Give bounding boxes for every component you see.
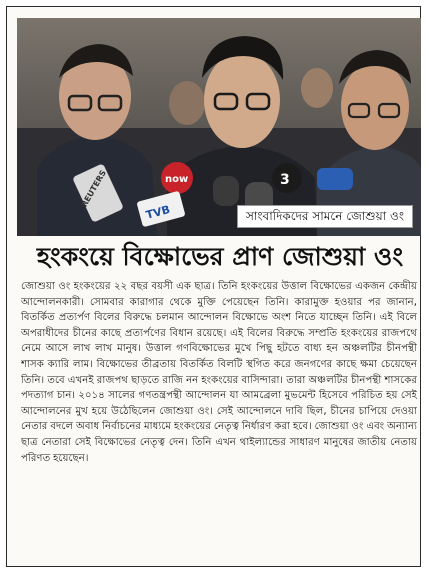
press-photo-illustration — [17, 18, 421, 236]
article-paragraph: জোশুয়া ওং হংকংয়ের ২২ বছর বয়সী এক ছাত্র। তিনি হংকংয়ের উত্তাল বিক্ষোভের একজন কেন্দ্রীয় আন্দোলনকারী। সোমবার কারাগার থেকে মুক্তি পেয়েছেন তিনি। কারামুক্ত হওয়ার পর জানান, বিতর্কিত প্রত্যর্পণ বিলের বিরুদ্ধে চলমান আন্দোলন বিক্ষোভে অংশ নিতে যাচ্ছেন তিনি। এই বিলে অপরাধীদের চীনের কাছে প্রত্যর্পণের বিধান রয়েছে। এই বিলের বিরুদ্ধে সম্প্রতি হংকংয়ের রাজপথে নেমে আসে লাখ লাখ মানুষ। উত্তাল গণবিক্ষোভের মুখে পিছু হটতে বাধ্য হন অঞ্চলটির চীনপন্থী শাসক ক্যারি লাম। বিক্ষোভের তীব্রতায় বিতর্কিত বিলটি স্থগিত করে জনগণের কাছে ক্ষমা চেয়েছেন তিনি। তবে এখনই রাজপথ ছাড়তে রাজি নন হংকংয়ের বাসিন্দারা। তারা অঞ্চলটির চীনপন্থী শাসকের পদত্যাগ চান। ২০১৪ সালের গণতন্ত্রপন্থী আন্দোলন যা আমব্রেলা মুভমেন্ট হিসেবে পরিচিত হয় সেই আন্দোলনের মুখ হয়ে উঠেছিলেন জোশুয়া ওং। সেই আন্দোলনে দাবি ছিল, চীনের চাপিয়ে দেওয়া নেতার বদলে অবাধ নির্বাচনের মাধ্যমে হংকংয়ের নেতৃত্ব নির্ধারণ করা হবে। জোশুয়া ওং এবং অন্যান্য ছাত্র নেতারা সেই বিক্ষোভের নেতৃত্ব দেন। তিনি এখন থাইল্যান্ডের সাধারণ মানুষের জাতীয় নেতায় পরিণত হয়েছেন। — [21, 281, 417, 464]
news-clipping — [6, 6, 421, 567]
press-photo — [17, 18, 421, 236]
headline: হংকংয়ে বিক্ষোভের প্রাণ জোশুয়া ওং — [36, 242, 404, 271]
photo-caption: সাংবাদিকদের সামনে জোশুয়া ওং — [237, 205, 413, 228]
mic-label-reuters: REUTERS — [79, 168, 108, 209]
article-body — [21, 279, 417, 565]
mic-label-channel3: 3 — [280, 172, 290, 188]
mic-label-now: now — [165, 174, 189, 185]
mic-label-tvb: TVB — [144, 202, 172, 222]
